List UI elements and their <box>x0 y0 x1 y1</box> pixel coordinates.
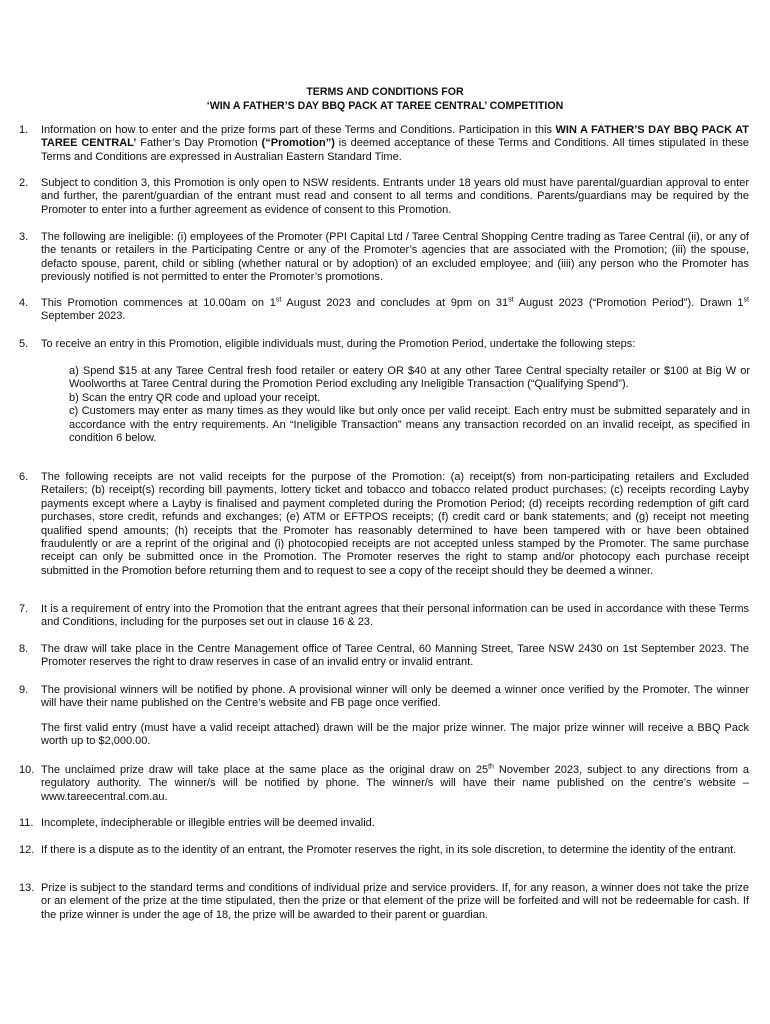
clause-text: It is a requirement of entry into the Promotion that the entrant agrees that their personal information can be used in accordance with these Terms and Conditions, including for the purposes set out in clause 16 & 23. <box>41 603 749 629</box>
clause-11 <box>19 817 749 830</box>
title-line-2: ‘WIN A FATHER’S DAY BBQ PACK AT TAREE CENTRAL’ COMPETITION <box>206 99 564 112</box>
clause-number: 9. <box>19 684 29 696</box>
clause-number: 7. <box>19 603 29 615</box>
clause-7 <box>19 603 749 630</box>
document-title <box>0 86 770 113</box>
clause-number: 4. <box>19 297 29 309</box>
clause-text: If there is a dispute as to the identity of an entrant, the Promoter reserves the right, in its sole discretion, to determine the identity of the entrant. <box>41 844 737 856</box>
clause-text: The provisional winners will be notified by phone. A provisional winner will only be deemed a winner once verified by the Promoter. The winner will have their name published on the Centre’s website and FB page once verified. <box>41 684 749 710</box>
clause-number: 3. <box>19 231 29 243</box>
clause-text: Information on how to enter and the prize forms part of these Terms and Conditions. Participation in this WIN A FATHER’S DAY BBQ PACK AT TAREE CENTRAL’ Father’s Day Promotion (“Promotion”) is deemed acceptance of these Terms and Conditions. All times stipulated in these Terms and Conditions are expressed in Australian Eastern Standard Time. <box>41 124 749 163</box>
clause-10 <box>19 764 749 804</box>
step-c: c) Customers may enter as many times as they would like but only once per valid receipt. Each entry must be submitted separately and in accordance with the entry requirements. An “Ineligible Transaction” means any transaction recorded on an invalid receipt, as specified in condition 6 below. <box>69 405 750 445</box>
clause-number: 5. <box>19 338 29 350</box>
clause-text: Incomplete, indecipherable or illegible entries will be deemed invalid. <box>41 817 375 829</box>
clause-2 <box>19 177 749 217</box>
clause-number: 11. <box>19 817 34 829</box>
clause-number: 13. <box>19 882 35 894</box>
clause-8 <box>19 643 749 670</box>
clause-number: 12. <box>19 844 35 856</box>
clause-9 <box>19 684 749 749</box>
clause-text: Subject to condition 3, this Promotion is only open to NSW residents. Entrants under 18 years old must have parental/guardian approval to enter and further, the parent/guardian of the entrant must read and consent to all terms and conditions. Parents/guardians may be required by the Promoter to enter into a further agreement as evidence of consent to this Promotion. <box>41 177 749 216</box>
step-a: a) Spend $15 at any Taree Central fresh food retailer or eatery OR $40 at any other Taree Central specialty retailer or $100 at Big W or Woolworths at Taree Central during the Promotion Period excluding any Ineligible Transaction (“Qualifying Spend”). <box>69 365 750 391</box>
clause-text: The following are ineligible: (i) employees of the Promoter (PPI Capital Ltd / Taree Central Shopping Centre trading as Taree Central (ii), or any of the tenants or retailers in the Participating Centre or any of the Promoter’s agencies that are associated with the Promotion; (iii) the spouse, defacto spouse, parent, child or sibling (whether natural or by adoption) of an excluded employee; and (iiii) any person who the Promoter has previously notified is not permitted to enter the Promoter’s promotions. <box>41 231 749 284</box>
clause-1 <box>19 124 749 164</box>
clause-text: To receive an entry in this Promotion, eligible individuals must, during the Promotion Period, undertake the following steps: <box>41 338 636 350</box>
clause-12 <box>19 844 749 857</box>
clause-3 <box>19 231 749 285</box>
clause-5-steps <box>19 365 749 445</box>
clause-number: 2. <box>19 177 29 189</box>
clause-6 <box>19 471 749 578</box>
clause-text: The following receipts are not valid receipts for the purpose of the Promotion: (a) receipt(s) from non-participating retailers and Excluded Retailers; (b) receipt(s) recording bill payments, lottery ticket and tobacco and tobacco related product purchases; (c) receipts recording Layby payments except where a Layby is finalised and payment completed during the Promotion Period; (d) receipts recording redemption of gift card purchases, store credit, refunds and exchanges; (e) ATM or EFTPOS receipts; (f) credit card or bank statements; and (g) receipt not meeting qualified spend amounts; (h) receipts that the Promoter has reasonably determined to have been tampered with or have been obtained fraudulently or are a reprint of the original and (i) photocopied receipts are not accepted unless stamped by the Promoter. The same purchase receipt can only be submitted once in the Promotion. The Promoter reserves the right to stamp and/or photocopy each purchase receipt submitted in the Promotion before returning them and to request to see a copy of the receipt should they be deemed a winner. <box>41 471 749 577</box>
clause-text: The unclaimed prize draw will take place at the same place as the original draw on 25th November 2023, subject to any directions from a regulatory authority. The winner/s will be notified by phone. The winner/s will have their name published on the centre’s website – www.tareecentral.com.au. <box>41 763 749 803</box>
clause-text-continued: The first valid entry (must have a valid receipt attached) drawn will be the major prize winner. The major prize winner will receive a BBQ Pack worth up to $2,000.00. <box>41 721 749 748</box>
clause-13 <box>19 882 749 922</box>
clause-text: Prize is subject to the standard terms and conditions of individual prize and service providers. If, for any reason, a winner does not take the prize or an element of the prize at the time stipulated, then the prize or that element of the prize will be forfeited and will not be redeemable for cash. If the prize winner is under the age of 18, the prize will be awarded to their parent or guardian. <box>41 882 749 921</box>
clause-number: 6. <box>19 471 29 483</box>
clause-4 <box>19 297 749 324</box>
clause-text: This Promotion commences at 10.00am on 1st August 2023 and concludes at 9pm on 31st August 2023 (“Promotion Period”). Drawn 1st September 2023. <box>41 296 749 323</box>
clause-number: 10. <box>19 764 35 776</box>
step-b: b) Scan the entry QR code and upload your receipt. <box>69 391 321 404</box>
clause-text: The draw will take place in the Centre Management office of Taree Central, 60 Manning Street, Taree NSW 2430 on 1st September 2023. The Promoter reserves the right to draw reserves in case of an invalid entry or invalid entrant. <box>41 643 749 669</box>
clause-5 <box>19 338 749 351</box>
clause-number: 8. <box>19 643 29 655</box>
clause-number: 1. <box>19 124 29 136</box>
title-line-1: TERMS AND CONDITIONS FOR <box>306 86 464 98</box>
